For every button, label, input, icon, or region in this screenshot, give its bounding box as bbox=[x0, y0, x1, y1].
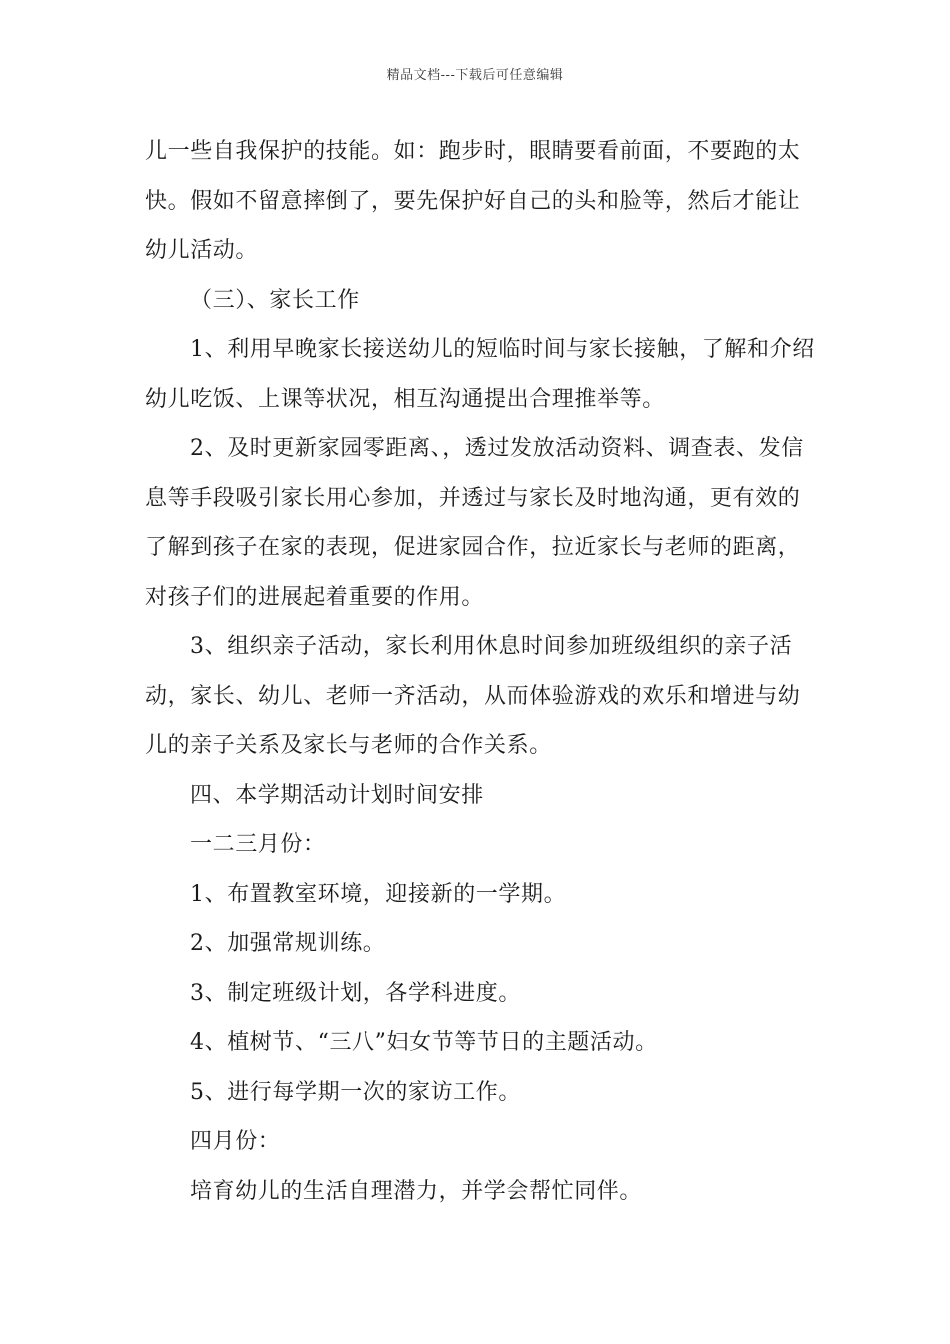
schedule-item-5: 5、进行每学期一次的家访工作。 bbox=[190, 1079, 521, 1105]
month-heading-april: 四月份： bbox=[190, 1129, 281, 1154]
paragraph-item-1: 1、利用早晚家长接送幼儿的短临时间与家长接触，了解和介绍幼儿吃饭、上课等状况，相互沟通提出合理推举等。 bbox=[145, 337, 815, 412]
april-item: 培育幼儿的生活自理潜力，并学会帮忙同伴。 bbox=[190, 1178, 643, 1204]
month-heading-jan-mar: 一二三月份： bbox=[190, 832, 326, 857]
page-header: 精品文档---下载后可任意编辑 bbox=[386, 68, 564, 83]
document-body bbox=[145, 127, 815, 1216]
section-heading-schedule: 四、本学期活动计划时间安排 bbox=[190, 782, 484, 808]
paragraph-item-3: 3、组织亲子活动，家长利用休息时间参加班级组织的亲子活动，家长、幼儿、老师一齐活动，从而体验游戏的欢乐和增进与幼儿的亲子关系及家长与老师的合作关系。 bbox=[145, 634, 801, 758]
schedule-item-3: 3、制定班级计划，各学科进度。 bbox=[190, 980, 521, 1006]
schedule-item-4: 4、植树节、“三八”妇女节等节日的主题活动。 bbox=[190, 1030, 658, 1055]
section-heading-parent-work: （三）、家长工作 bbox=[190, 287, 360, 313]
schedule-item-1: 1、布置教室环境，迎接新的一学期。 bbox=[190, 881, 567, 907]
paragraph-continuation: 儿一些自我保护的技能。如：跑步时，眼睛要看前面，不要跑的太快。假如不留意摔倒了，要先保护好自己的头和脸等，然后才能让幼儿活动。 bbox=[145, 139, 801, 263]
schedule-item-2: 2、加强常规训练。 bbox=[190, 931, 386, 956]
paragraph-item-2: 2、及时更新家园零距离、，透过发放活动资料、调查表、发信息等手段吸引家长用心参加，并透过与家长及时地沟通，更有效的了解到孩子在家的表现，促进家园合作，拉近家长与老师的距离，对孩子们的进展起着重要的作用。 bbox=[145, 436, 804, 610]
